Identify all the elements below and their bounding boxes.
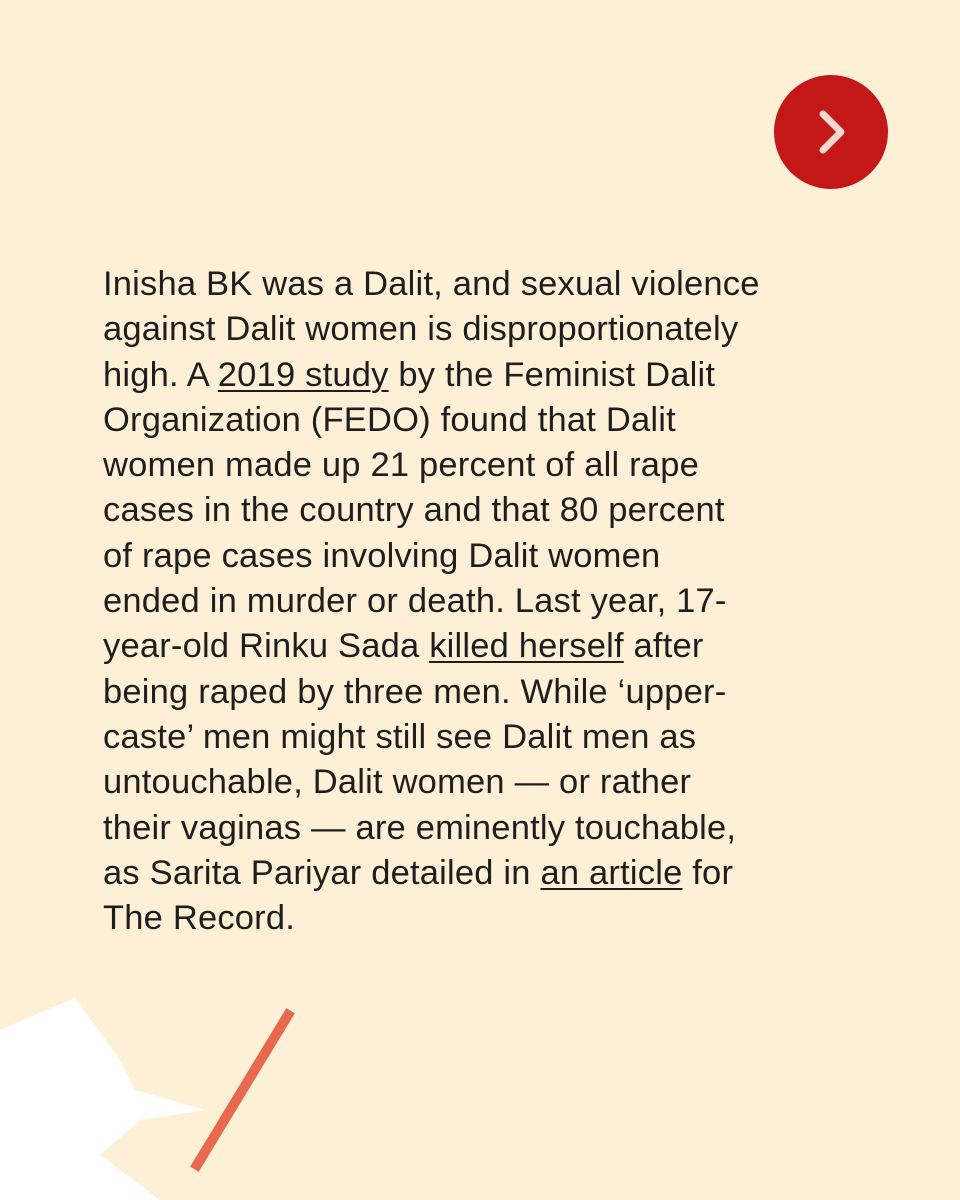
text-segment: caste’ men might still see Dalit men as bbox=[103, 717, 697, 756]
text-line bbox=[103, 534, 903, 579]
text-segment: ended in murder or death. Last year, 17- bbox=[103, 582, 727, 621]
text-line bbox=[103, 851, 903, 896]
text-line bbox=[103, 624, 903, 669]
text-segment: Inisha BK was a Dalit, and sexual violence bbox=[103, 265, 760, 303]
text-segment: high. A bbox=[103, 355, 218, 394]
text-line bbox=[103, 715, 903, 760]
text-line bbox=[103, 353, 903, 398]
text-line bbox=[103, 760, 903, 805]
inline-link[interactable]: an article bbox=[540, 853, 683, 892]
text-segment: year-old Rinku Sada bbox=[103, 627, 430, 666]
text-segment: being raped by three men. While ‘upper- bbox=[103, 672, 727, 711]
article-paragraph bbox=[103, 262, 903, 941]
text-segment: cases in the country and that 80 percent bbox=[103, 491, 725, 530]
text-segment: against Dalit women is disproportionately bbox=[103, 310, 739, 349]
inline-link[interactable]: 2019 study bbox=[217, 355, 389, 394]
text-line bbox=[103, 443, 903, 488]
text-segment: The Record. bbox=[103, 899, 296, 938]
text-segment: their vaginas — are eminently touchable, bbox=[103, 808, 737, 847]
next-slide-button[interactable] bbox=[774, 75, 888, 189]
torn-paper-shape bbox=[0, 998, 205, 1200]
text-segment: untouchable, Dalit women — or rather bbox=[103, 763, 692, 802]
text-line bbox=[103, 488, 903, 533]
chevron-right-icon bbox=[801, 102, 861, 162]
text-segment: women made up 21 percent of all rape bbox=[103, 446, 699, 485]
text-line bbox=[103, 579, 903, 624]
torn-paper-decoration bbox=[0, 990, 320, 1200]
accent-stroke-line bbox=[197, 1015, 288, 1165]
text-line bbox=[103, 398, 903, 443]
text-line bbox=[103, 307, 903, 352]
text-line bbox=[103, 670, 903, 715]
inline-link[interactable]: killed herself bbox=[429, 627, 624, 666]
text-line bbox=[103, 896, 903, 941]
text-segment: as Sarita Pariyar detailed in bbox=[103, 853, 541, 892]
text-segment: for bbox=[682, 853, 734, 892]
text-line bbox=[103, 262, 903, 307]
text-segment: of rape cases involving Dalit women bbox=[103, 536, 661, 575]
text-segment: after bbox=[623, 627, 704, 666]
text-segment: Organization (FEDO) found that Dalit bbox=[103, 400, 676, 439]
text-segment: by the Feminist Dalit bbox=[388, 355, 716, 394]
text-line bbox=[103, 806, 903, 851]
